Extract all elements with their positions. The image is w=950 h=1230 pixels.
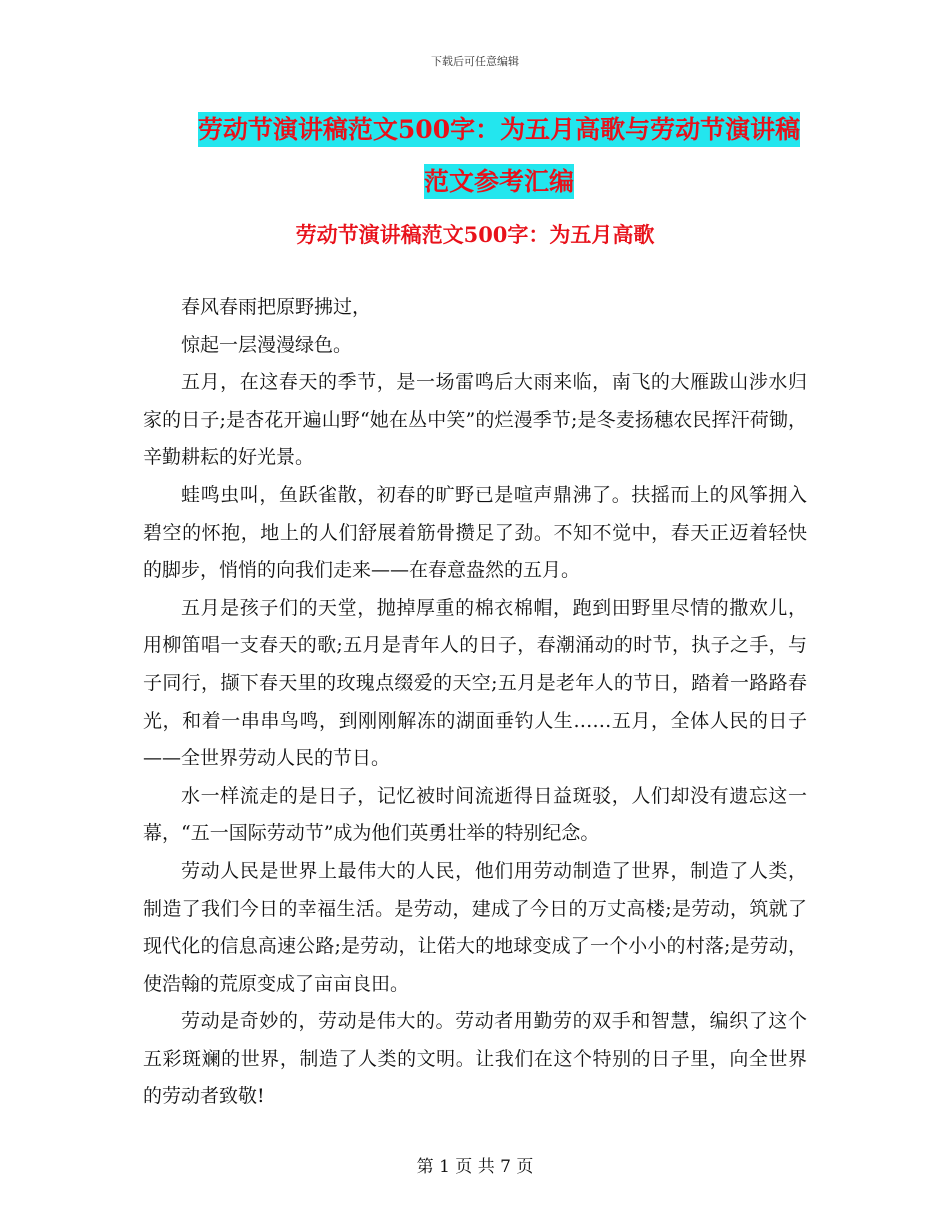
paragraph: 水一样流走的是日子，记忆被时间流逝得日益斑驳，人们却没有遗忘这一幕，“五一国际劳动节”成为他们英勇壮举的特别纪念。 <box>143 784 807 845</box>
document-body <box>143 289 807 1116</box>
paragraph: 惊起一层漫漫绿色。 <box>181 333 353 356</box>
document-title-text: 劳动节演讲稿范文500字：为五月高歌与劳动节演讲稿范文参考汇编 <box>198 112 800 199</box>
page-number-footer: 第 1 页 共 7 页 <box>416 1157 534 1177</box>
section-title: 劳动节演讲稿范文500字：为五月高歌 <box>295 222 655 247</box>
header-note: 下载后可任意编辑 <box>431 55 519 68</box>
paragraph: 五月，在这春天的季节，是一场雷鸣后大雨来临，南飞的大雁跋山涉水归家的日子;是杏花开遍山野“她在丛中笑”的烂漫季节;是冬麦扬穗农民挥汗荷锄，辛勤耕耘的好光景。 <box>143 371 807 469</box>
paragraph: 劳动是奇妙的，劳动是伟大的。劳动者用勤劳的双手和智慧，编织了这个五彩斑斓的世界，制造了人类的文明。让我们在这个特别的日子里，向全世界的劳动者致敬! <box>143 1010 807 1108</box>
paragraph: 劳动人民是世界上最伟大的人民，他们用劳动制造了世界，制造了人类，制造了我们今日的幸福生活。是劳动，建成了今日的万丈高楼;是劳动，筑就了现代化的信息高速公路;是劳动，让偌大的地球变成了一个小小的村落;是劳动，使浩翰的荒原变成了亩亩良田。 <box>143 859 807 995</box>
paragraph: 蛙鸣虫叫，鱼跃雀散，初春的旷野已是喧声鼎沸了。扶摇而上的风筝拥入碧空的怀抱，地上的人们舒展着筋骨攒足了劲。不知不觉中，春天正迈着轻快的脚步，悄悄的向我们走来——在春意盎然的五月。 <box>143 483 807 582</box>
paragraph: 春风春雨把原野拂过， <box>181 296 372 318</box>
document-title <box>195 104 803 208</box>
paragraph: 五月是孩子们的天堂，抛掉厚重的棉衣棉帽，跑到田野里尽情的撒欢儿，用柳笛唱一支春天的歌;五月是青年人的日子，春潮涌动的时节，执子之手，与子同行，撷下春天里的玫瑰点缀爱的天空;五月是老年人的节日，踏着一路路春光，和着一串串鸟鸣，到刚刚解冻的湖面垂钓人生……五月，全体人民的日子——全世界劳动人民的节日。 <box>143 596 807 770</box>
